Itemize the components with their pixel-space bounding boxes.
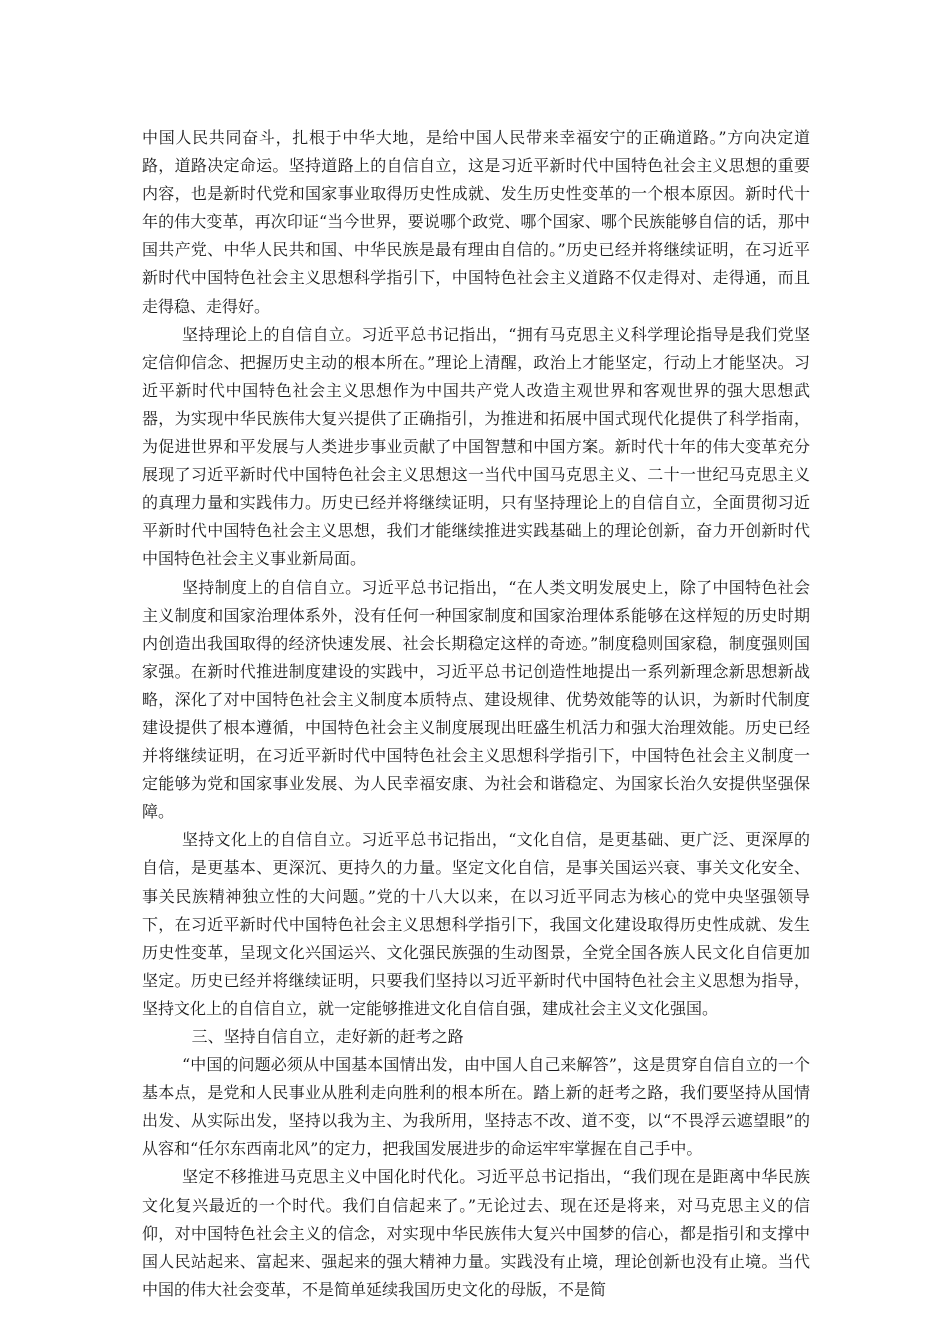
paragraph-road-confidence: 中国人民共同奋斗，扎根于中华大地，是给中国人民带来幸福安宁的正确道路。”方向决定道路，道路决定命运。坚持道路上的自信自立，这是习近平新时代中国特色社会主义思想的重要内容，也是新时代党和国家事业取得历史性成就、发生历史性变革的一个根本原因。新时代十年的伟大变革，再次印证“当今世界，要说哪个政党、哪个国家、哪个民族能够自信的话，那中国共产党、中华人民共和国、中华民族是最有理由自信的。”历史已经并将继续证明，在习近平新时代中国特色社会主义思想科学指引下，中国特色社会主义道路不仅走得对、走得通，而且走得稳、走得好。 (142, 128, 810, 316)
paragraph-culture-confidence: 坚持文化上的自信自立。习近平总书记指出，“文化自信，是更基础、更广泛、更深厚的自信，是更基本、更深沉、更持久的力量。坚定文化自信，是事关国运兴衰、事关文化安全、事关民族精神独立性的大问题。”党的十八大以来，在以习近平同志为核心的党中央坚强领导下，在习近平新时代中国特色社会主义思想科学指引下，我国文化建设取得历史性成就、发生历史性变革，呈现文化兴国运兴、文化强民族强的生动图景，全党全国各族人民文化自信更加坚定。历史已经并将继续证明，只要我们坚持以习近平新时代中国特色社会主义思想为指导，坚持文化上的自信自立，就一定能够推进文化自信自强，建成社会主义文化强国。 (142, 830, 810, 1018)
section-heading: 三、坚持自信自立，走好新的赶考之路 (191, 1027, 464, 1046)
paragraph-self-reliance: “中国的问题必须从中国基本国情出发，由中国人自己来解答”，这是贯穿自信自立的一个基本点，是党和人民事业从胜利走向胜利的根本所在。踏上新的赶考之路，我们要坚持从国情出发、从实际出发，坚持以我为主、为我所用，坚持志不改、道不变，以“不畏浮云遮望眼”的从容和“任尔东西南北风”的定力，把我国发展进步的命运牢牢掌握在自己手中。 (142, 1055, 810, 1159)
paragraph-theory-confidence: 坚持理论上的自信自立。习近平总书记指出，“拥有马克思主义科学理论指导是我们党坚定信仰信念、把握历史主动的根本所在。”理论上清醒，政治上才能坚定，行动上才能坚决。习近平新时代中国特色社会主义思想作为中国共产党人改造主观世界和客观世界的强大思想武器，为实现中华民族伟大复兴提供了正确指引，为推进和拓展中国式现代化提供了科学指南，为促进世界和平发展与人类进步事业贡献了中国智慧和中国方案。新时代十年的伟大变革充分展现了习近平新时代中国特色社会主义思想这一当代中国马克思主义、二十一世纪马克思主义的真理力量和实践伟力。历史已经并将继续证明，只有坚持理论上的自信自立，全面贯彻习近平新时代中国特色社会主义思想，我们才能继续推进实践基础上的理论创新，奋力开创新时代中国特色社会主义事业新局面。 (142, 324, 810, 569)
document-body (142, 124, 810, 1304)
paragraph-system-confidence: 坚持制度上的自信自立。习近平总书记指出，“在人类文明发展史上，除了中国特色社会主义制度和国家治理体系外，没有任何一种国家制度和国家治理体系能够在这样短的历史时期内创造出我国取得的经济快速发展、社会长期稳定这样的奇迹。”制度稳则国家稳，制度强则国家强。在新时代推进制度建设的实践中，习近平总书记创造性地提出一系列新理念新思想新战略，深化了对中国特色社会主义制度本质特点、建设规律、优势效能等的认识，为新时代制度建设提供了根本遵循，中国特色社会主义制度展现出旺盛生机活力和强大治理效能。历史已经并将继续证明，在习近平新时代中国特色社会主义思想科学指引下，中国特色社会主义制度一定能够为党和国家事业发展、为人民幸福安康、为社会和谐稳定、为国家长治久安提供坚强保障。 (142, 577, 810, 822)
paragraph-marxism-sinicization: 坚定不移推进马克思主义中国化时代化。习近平总书记指出，“我们现在是距离中华民族文化复兴最近的一个时代。我们自信起来了。”无论过去、现在还是将来，对马克思主义的信仰，对中国特色社会主义的信念，对实现中华民族伟大复兴中国梦的信心，都是指引和支撑中国人民站起来、富起来、强起来的强大精神力量。实践没有止境，理论创新也没有止境。当代中国的伟大社会变革，不是简单延续我国历史文化的母版，不是简 (142, 1167, 810, 1299)
